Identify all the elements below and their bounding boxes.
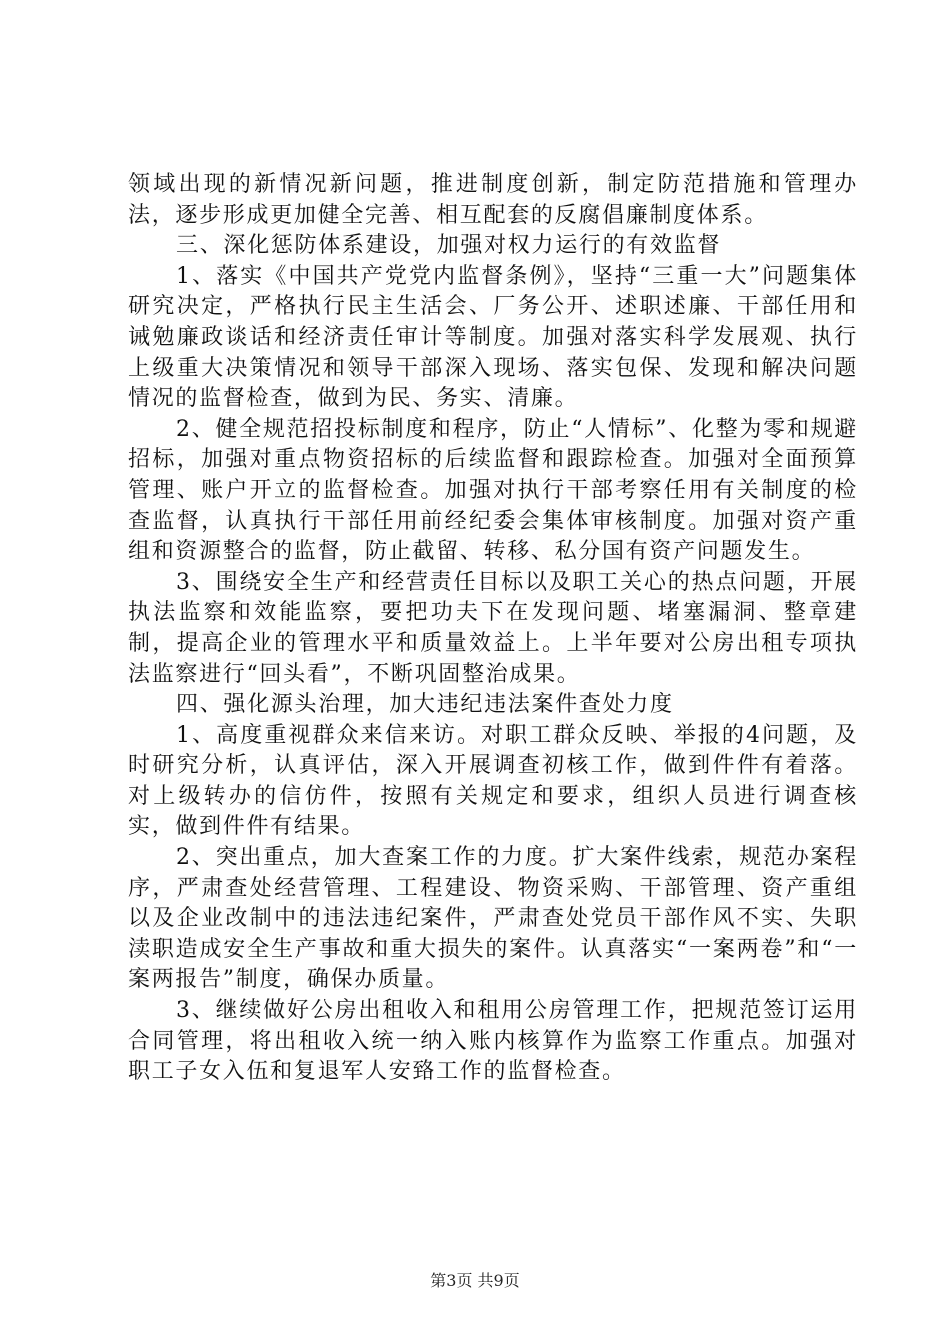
paragraph-4-3: 3、继续做好公房出租收入和租用公房管理工作，把规范签订运用合同管理，将出租收入统一纳入账内核算作为监察工作重点。加强对职工子女入伍和复退军人安臵工作的监督检查。 [128, 998, 858, 1085]
paragraph-3-1: 1、落实《中国共产党党内监督条例》，坚持“三重一大”问题集体研究决定，严格执行民主生活会、厂务公开、述职述廉、干部任用和诫勉廉政谈话和经济责任审计等制度。加强对落实科学发展观、执行上级重大决策情况和领导干部深入现场、落实包保、发现和解决问题情况的监督检查，做到为民、务实、清廉。 [128, 263, 858, 412]
section-heading-4: 四、强化源头治理，加大违纪违法案件查处力度 [176, 692, 674, 718]
paragraph-3-3: 3、围绕安全生产和经营责任目标以及职工关心的热点问题，开展执法监察和效能监察，要把功夫下在发现问题、堵塞漏洞、整章建制，提高企业的管理水平和质量效益上。上半年要对公房出租专项执法监察进行“回头看”，不断巩固整治成果。 [128, 569, 858, 687]
document-body [128, 170, 858, 1088]
paragraph-4-2: 2、突出重点，加大查案工作的力度。扩大案件线索，规范办案程序，严肃查处经营管理、工程建设、物资采购、干部管理、资产重组以及企业改制中的违法违纪案件，严肃查处党员干部作风不实、失职渎职造成安全生产事故和重大损失的案件。认真落实“一案两卷”和“一案两报告”制度，确保办质量。 [128, 845, 858, 993]
section-heading-3: 三、深化惩防体系建设，加强对权力运行的有效监督 [176, 233, 722, 259]
paragraph-4-1: 1、高度重视群众来信来访。对职工群众反映、举报的4问题，及时研究分析，认真评估，深入开展调查初核工作，做到件件有着落。对上级转办的信仿件，按照有关规定和要求，组织人员进行调查核实，做到件件有结果。 [128, 722, 858, 840]
page-number-footer: 第3页 共9页 [430, 1271, 520, 1290]
paragraph-continuation: 领域出现的新情况新问题，推进制度创新，制定防范措施和管理办法，逐步形成更加健全完善、相互配套的反腐倡廉制度体系。 [128, 172, 858, 228]
paragraph-3-2: 2、健全规范招投标制度和程序，防止“人情标”、化整为零和规避招标，加强对重点物资招标的后续监督和跟踪检查。加强对全面预算管理、账户开立的监督检查。加强对执行干部考察任用有关制度的检查监督，认真执行干部任用前经纪委会集体审核制度。加强对资产重组和资源整合的监督，防止截留、转移、私分国有资产问题发生。 [128, 416, 858, 565]
